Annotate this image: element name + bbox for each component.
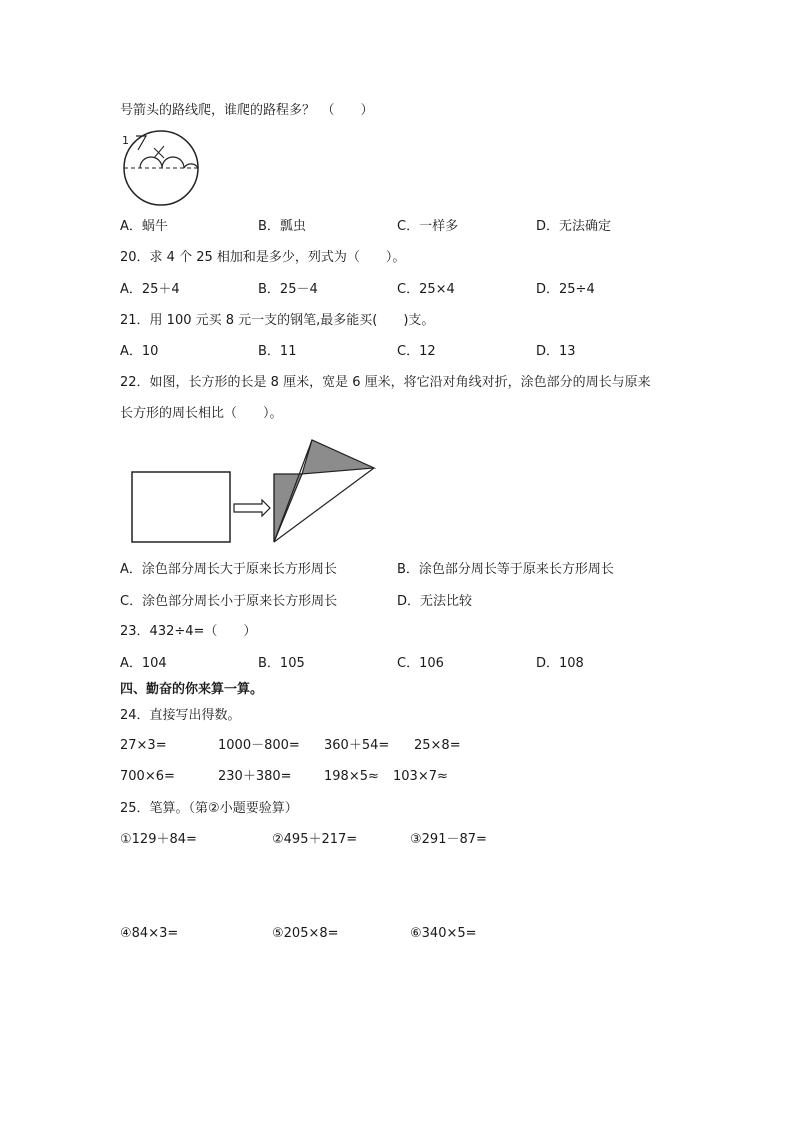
q24-item-2: 1000－800= [218,738,300,753]
q25-item-2: ②495＋217= [272,832,358,847]
section4-title: 四、勤奋的你来算一算。 [120,682,264,697]
q21-option-c[interactable]: C．12 [397,344,436,359]
q19-option-c[interactable]: C．一样多 [397,219,459,234]
q24-item-5: 700×6= [120,769,175,784]
q22-option-d[interactable]: D．无法比较 [397,594,473,609]
q25-item-3: ③291－87= [410,832,487,847]
q23-option-c[interactable]: C．106 [397,656,444,671]
q20-option-c[interactable]: C．25×4 [397,282,455,297]
q24-text: 24．直接写出得数。 [120,708,241,723]
q24-item-8: 103×7≈ [393,769,448,784]
q21-option-b[interactable]: B．11 [258,344,297,359]
q19-option-a[interactable]: A．蜗牛 [120,219,168,234]
q25-text: 25．笔算。（第②小题要验算） [120,801,298,816]
circle-path-figure [118,128,208,208]
q19-text: 号箭头的路线爬，谁爬的路程多？ （ ） [120,103,374,118]
figure-label-1: 1 [122,134,129,147]
q25-item-6: ⑥340×5= [410,926,477,941]
q22-text-line1: 22．如图，长方形的长是 8 厘米，宽是 6 厘米，将它沿对角线对折，涂色部分的周长与原来 [120,375,651,390]
q22-option-b[interactable]: B．涂色部分周长等于原来长方形周长 [397,562,614,577]
q23-option-d[interactable]: D．108 [536,656,584,671]
q20-option-d[interactable]: D．25÷4 [536,282,595,297]
q25-item-1: ①129＋84= [120,832,197,847]
q25-item-5: ⑤205×8= [272,926,339,941]
q21-text: 21．用 100 元买 8 元一支的钢笔,最多能买( )支。 [120,313,435,328]
q22-text-line2: 长方形的周长相比（ ）。 [120,406,283,421]
q23-option-b[interactable]: B．105 [258,656,305,671]
q23-text: 23．432÷4=（ ） [120,624,257,639]
q24-item-3: 360＋54= [324,738,390,753]
q21-option-d[interactable]: D．13 [536,344,576,359]
q21-option-a[interactable]: A．10 [120,344,159,359]
q24-item-1: 27×3= [120,738,167,753]
q24-item-4: 25×8= [414,738,461,753]
q20-text: 20．求 4 个 25 相加和是多少，列式为（ ）。 [120,250,406,265]
rectangle-fold-figure [130,438,380,546]
q20-option-b[interactable]: B．25－4 [258,282,318,297]
q22-option-c[interactable]: C．涂色部分周长小于原来长方形周长 [120,594,338,609]
q24-item-6: 230＋380= [218,769,292,784]
q20-option-a[interactable]: A．25＋4 [120,282,180,297]
q19-option-d[interactable]: D．无法确定 [536,219,612,234]
q24-item-7: 198×5≈ [324,769,379,784]
q22-option-a[interactable]: A．涂色部分周长大于原来长方形周长 [120,562,337,577]
q23-option-a[interactable]: A．104 [120,656,167,671]
q19-option-b[interactable]: B．瓢虫 [258,219,306,234]
q25-item-4: ④84×3= [120,926,179,941]
